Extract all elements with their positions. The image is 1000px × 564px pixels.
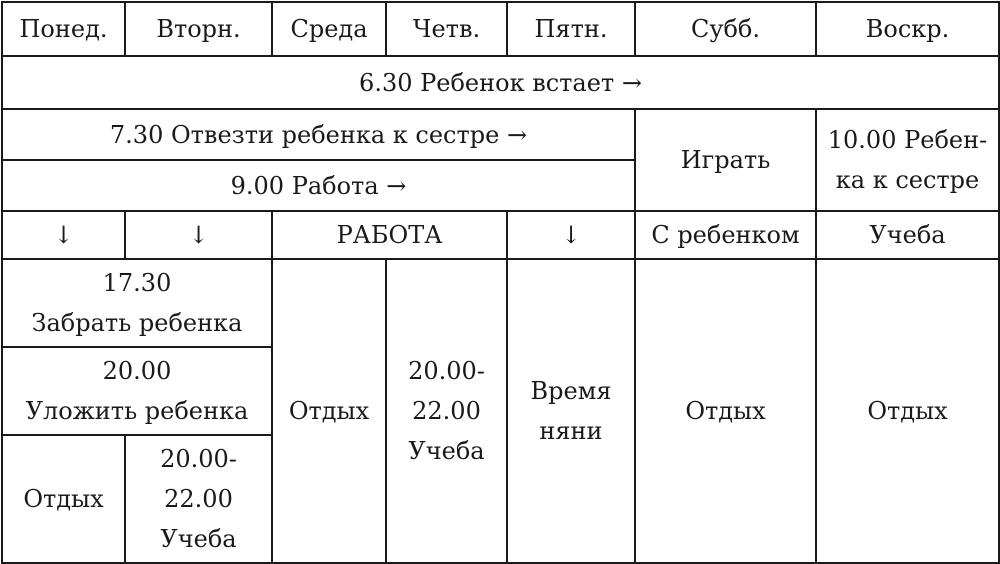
fri-arrow-cell: ↓ [507, 211, 635, 259]
pickup-time: 17.30 [102, 269, 172, 297]
day-header-wed: Среда [272, 2, 386, 56]
tue-study-line-1: 20.00- [160, 445, 237, 473]
bedtime-text: Уложить ребенка [25, 397, 249, 425]
day-header-mon: Понед. [2, 2, 125, 56]
sat-play-cell: Играть [635, 109, 816, 211]
sun-rest-cell: Отдых [816, 259, 999, 563]
evening-row-1 [2, 259, 999, 347]
day-header-fri: Пятн. [507, 2, 635, 56]
work-row [2, 211, 999, 259]
thu-study-line-2: 22.00 [412, 397, 481, 425]
fri-nanny-line-2: няни [539, 417, 603, 445]
thu-study-line-1: 20.00- [408, 357, 485, 385]
wake-row [2, 56, 999, 109]
day-header-thu: Четв. [386, 2, 507, 56]
wake-cell: 6.30 Ребенок встает → [2, 56, 999, 109]
work-start-cell: 9.00 Работа → [2, 160, 635, 211]
day-header-sun: Воскр. [816, 2, 999, 56]
sun-sister-line-1: 10.00 Ребен- [827, 126, 988, 154]
sat-child-cell: С ребенком [635, 211, 816, 259]
mon-arrow-cell: ↓ [2, 211, 125, 259]
thu-study-line-3: Учеба [408, 437, 485, 465]
pickup-text: Забрать ребенка [31, 309, 243, 337]
tue-arrow-cell: ↓ [125, 211, 272, 259]
tue-study-line-2: 22.00 [164, 485, 233, 513]
sun-sister-line-2: ка к сестре [835, 166, 980, 194]
day-header-tue: Вторн. [125, 2, 272, 56]
thu-study-cell [386, 259, 507, 563]
sun-sister-cell [816, 109, 999, 211]
pickup-cell [2, 259, 272, 347]
drive-row [2, 109, 999, 160]
wed-rest-cell: Отдых [272, 259, 386, 563]
sat-rest-cell: Отдых [635, 259, 816, 563]
tue-study-cell [125, 435, 272, 563]
sun-study-cell: Учеба [816, 211, 999, 259]
wed-thu-work-cell: РАБОТА [272, 211, 507, 259]
bedtime-time: 20.00 [102, 357, 172, 385]
drive-to-sister-cell: 7.30 Отвезти ребенка к сестре → [2, 109, 635, 160]
header-row [2, 2, 999, 56]
fri-nanny-line-1: Время [530, 377, 612, 405]
mon-rest-cell: Отдых [2, 435, 125, 563]
bedtime-cell [2, 347, 272, 435]
weekly-schedule-table [1, 1, 1000, 564]
day-header-sat: Субб. [635, 2, 816, 56]
fri-nanny-cell [507, 259, 635, 563]
tue-study-line-3: Учеба [160, 525, 237, 553]
